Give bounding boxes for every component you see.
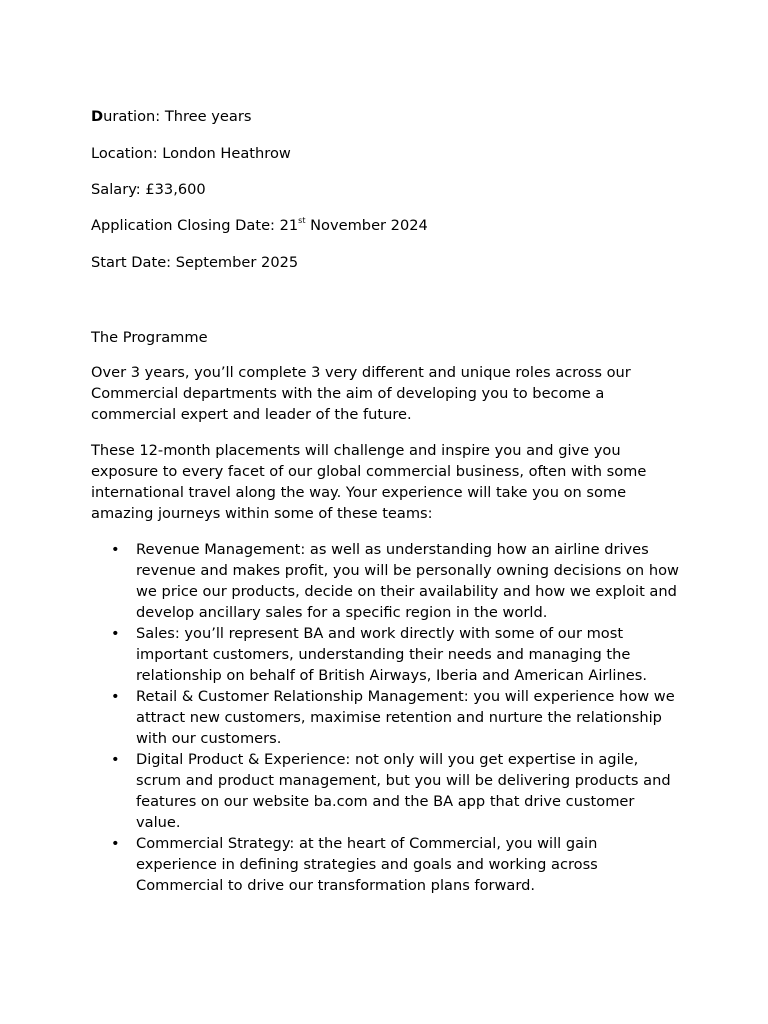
bullet-icon: • — [111, 688, 120, 705]
salary-line: Salary: £33,600 — [91, 181, 206, 198]
programme-intro: Over 3 years, you’ll complete 3 very different and unique roles across our Commercial departments with the aim of developing you to become a commercial expert and leader of the future. — [91, 364, 631, 423]
location-line: Location: London Heathrow — [91, 145, 291, 162]
list-item — [91, 833, 681, 896]
duration-initial: D — [91, 108, 104, 125]
role-sales: Sales: you’ll represent BA and work directly with some of our most important customers, understanding their needs and managing the relationship on behalf of British Airways, Iberia and American Airlines. — [136, 625, 647, 684]
start-date-line: Start Date: September 2025 — [91, 254, 299, 271]
roles-list — [91, 539, 681, 896]
list-item — [91, 539, 681, 623]
bullet-icon: • — [111, 541, 120, 558]
list-item — [91, 749, 681, 833]
bullet-icon: • — [111, 751, 120, 768]
list-item — [91, 686, 681, 749]
placements-paragraph: These 12-month placements will challenge and inspire you and give you exposure to every facet of our global commercial business, often with some international travel along the way. Your experience will take you on some amazing journeys within some of these teams: — [91, 442, 647, 522]
closing-date-prefix: Application Closing Date: 21 — [91, 217, 299, 234]
role-commercial-strategy: Commercial Strategy: at the heart of Commercial, you will gain experience in defining strategies and goals and working across Commercial to drive our transformation plans forward. — [136, 835, 598, 894]
role-digital-product: Digital Product & Experience: not only will you get expertise in agile, scrum and product management, but you will be delivering products and features on our website ba.com and the BA app that drive customer value. — [136, 751, 671, 831]
closing-date-suffix: November 2024 — [305, 217, 428, 234]
bullet-icon: • — [111, 835, 120, 852]
role-revenue-management: Revenue Management: as well as understanding how an airline drives revenue and makes profit, you will be personally owning decisions on how we price our products, decide on their availability and how we exploit and develop ancillary sales for a specific region in the world. — [136, 541, 679, 621]
closing-date-ordinal: st — [298, 216, 306, 225]
bullet-icon: • — [111, 625, 120, 642]
list-item — [91, 623, 681, 686]
document-page — [91, 106, 681, 896]
closing-date-line — [91, 215, 681, 236]
programme-heading: The Programme — [91, 329, 208, 346]
duration-line — [91, 106, 681, 127]
duration-text: uration: Three years — [103, 108, 252, 125]
role-retail-crm: Retail & Customer Relationship Management: you will experience how we attract new customers, maximise retention and nurture the relationship with our customers. — [136, 688, 675, 747]
